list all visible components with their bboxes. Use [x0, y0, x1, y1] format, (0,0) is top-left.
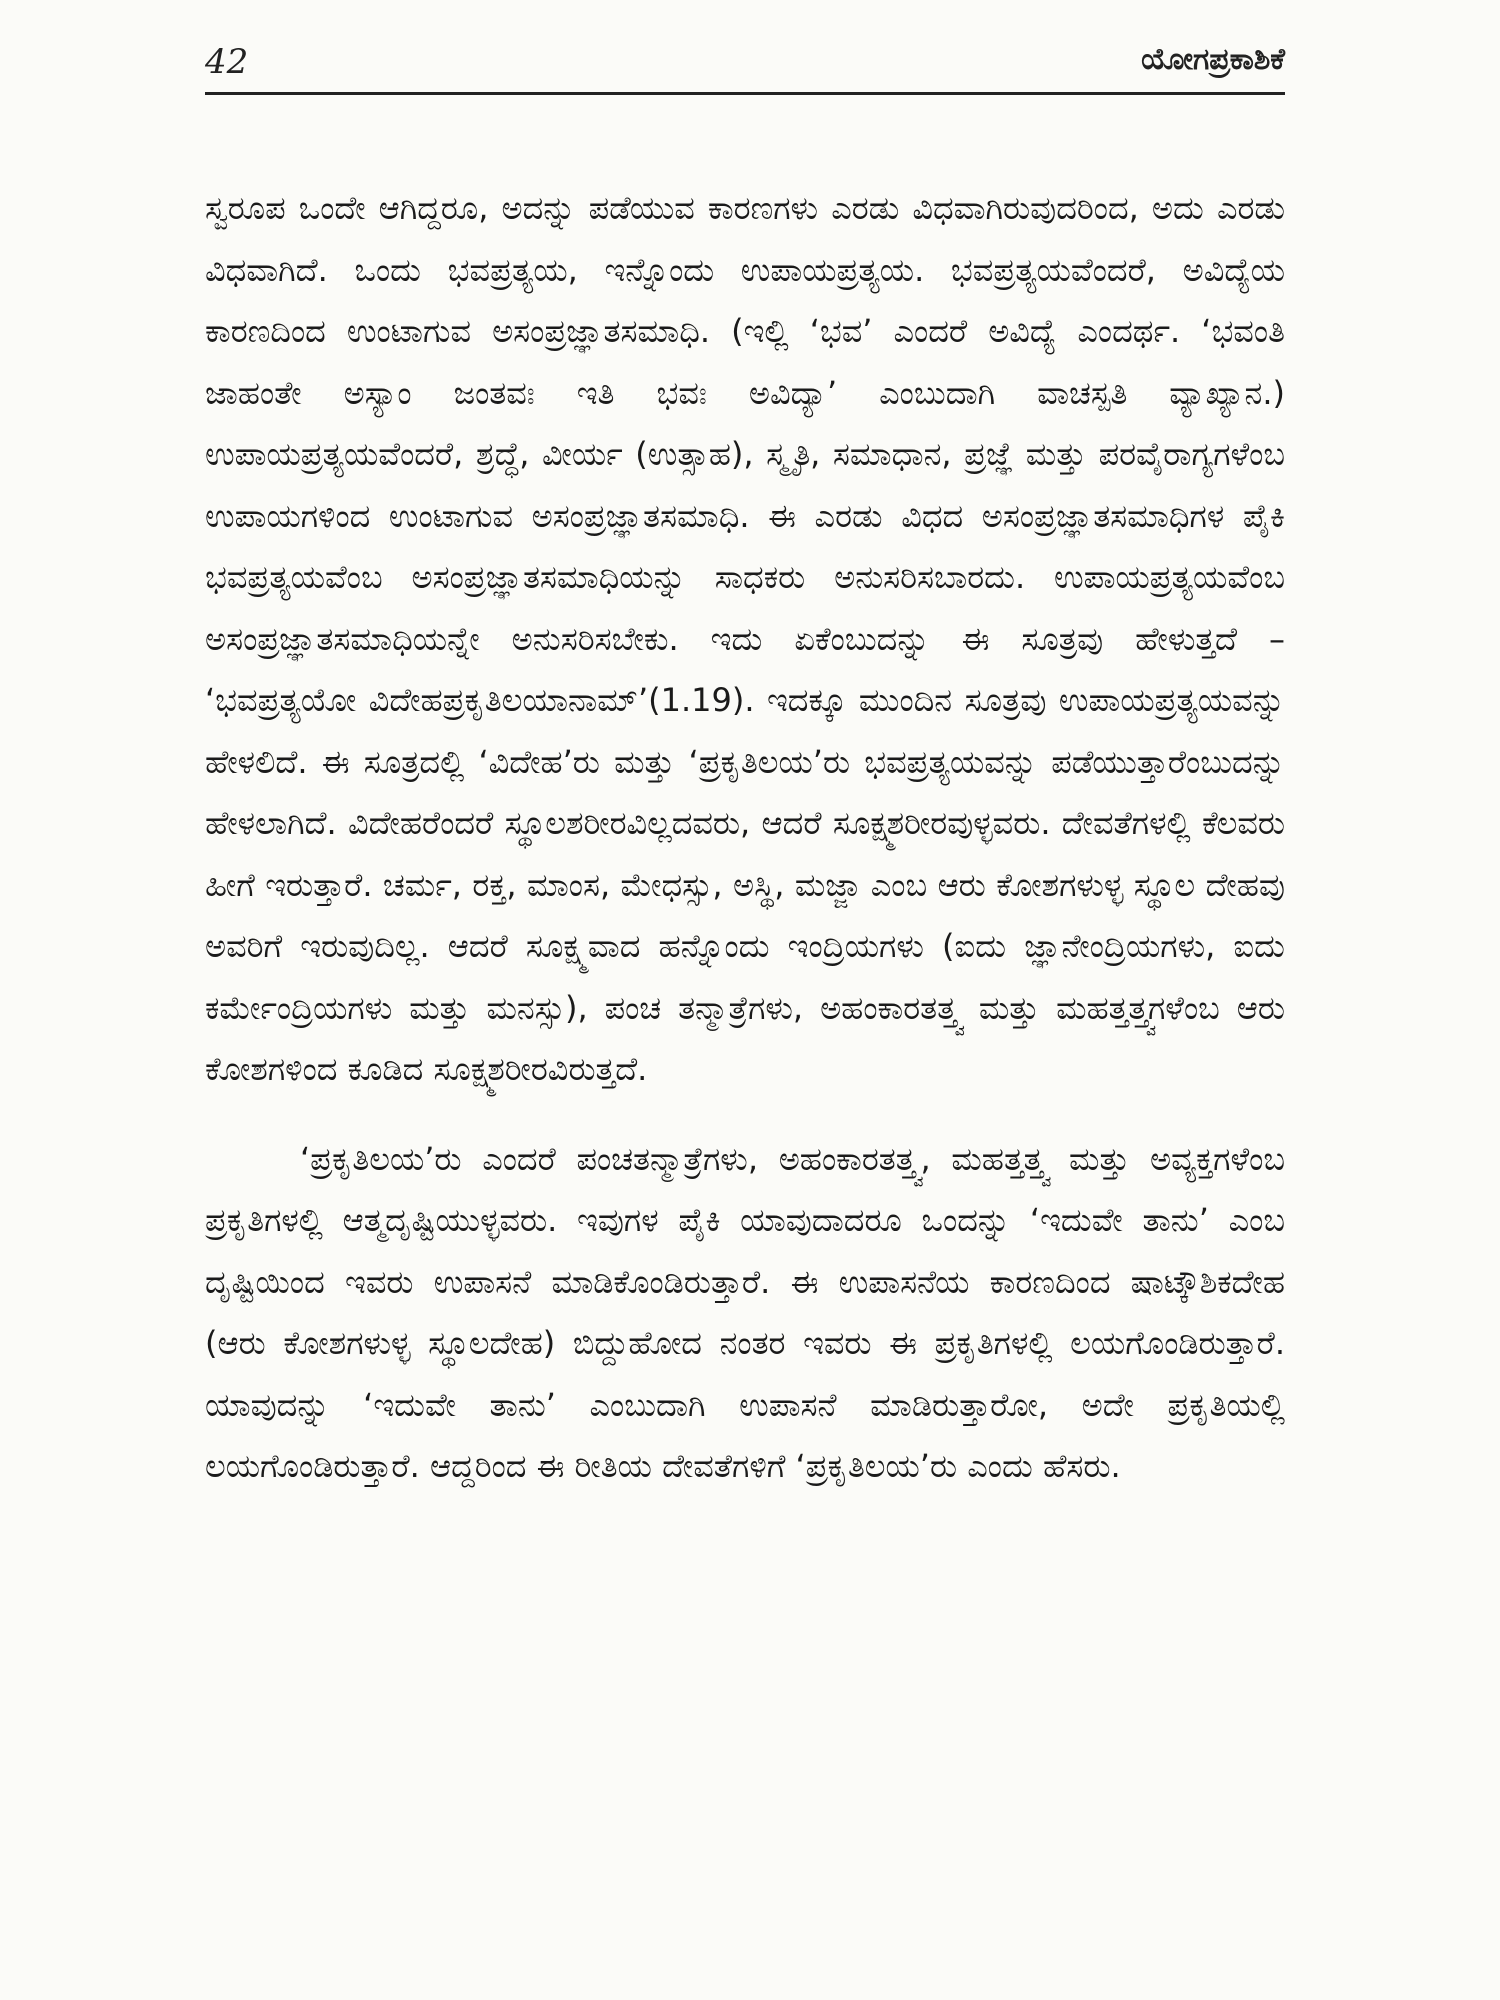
running-title: ಯೋಗಪ್ರಕಾಶಿಕೆ [1141, 42, 1285, 77]
page-header [205, 38, 1285, 92]
body-text [205, 178, 1285, 1498]
page-number: 42 [205, 42, 249, 82]
paragraph-2: ‘ಪ್ರಕೃತಿಲಯ’ರು ಎಂದರೆ ಪಂಚತನ್ಮಾತ್ರೆಗಳು, ಅಹಂಕಾರತತ್ತ್ವ, ಮಹತ್ತತ್ತ್ವ ಮತ್ತು ಅವ್ಯಕ್ತಗಳೆಂಬ ಪ್ರಕೃತಿಗಳಲ್ಲಿ ಆತ್ಮದೃಷ್ಟಿಯುಳ್ಳವರು. ಇವುಗಳ ಪೈಕಿ ಯಾವುದಾದರೂ ಒಂದನ್ನು ‘ಇದುವೇ ತಾನು’ ಎಂಬ ದೃಷ್ಟಿಯಿಂದ ಇವರು ಉಪಾಸನೆ ಮಾಡಿಕೊಂಡಿರುತ್ತಾರೆ. ಈ ಉಪಾಸನೆಯ ಕಾರಣದಿಂದ ಷಾಟ್ಕೌಶಿಕದೇಹ (ಆರು ಕೋಶಗಳುಳ್ಳ ಸ್ಥೂಲದೇಹ) ಬಿದ್ದುಹೋದ ನಂತರ ಇವರು ಈ ಪ್ರಕೃತಿಗಳಲ್ಲಿ ಲಯಗೊಂಡಿರುತ್ತಾರೆ. ಯಾವುದನ್ನು ‘ಇದುವೇ ತಾನು’ ಎಂಬುದಾಗಿ ಉಪಾಸನೆ ಮಾಡಿರುತ್ತಾರೋ, ಅದೇ ಪ್ರಕೃತಿಯಲ್ಲಿ ಲಯಗೊಂಡಿರುತ್ತಾರೆ. ಆದ್ದರಿಂದ ಈ ರೀತಿಯ ದೇವತೆಗಳಿಗೆ ‘ಪ್ರಕೃತಿಲಯ’ರು ಎಂದು ಹೆಸರು. [205, 1139, 1285, 1485]
header-rule [205, 92, 1285, 95]
paragraph-1: ಸ್ವರೂಪ ಒಂದೇ ಆಗಿದ್ದರೂ, ಅದನ್ನು ಪಡೆಯುವ ಕಾರಣಗಳು ಎರಡು ವಿಧವಾಗಿರುವುದರಿಂದ, ಅದು ಎರಡು ವಿಧವಾಗಿದೆ. ಒಂದು ಭವಪ್ರತ್ಯಯ, ಇನ್ನೊಂದು ಉಪಾಯಪ್ರತ್ಯಯ. ಭವಪ್ರತ್ಯಯವೆಂದರೆ, ಅವಿದ್ಯೆಯ ಕಾರಣದಿಂದ ಉಂಟಾಗುವ ಅಸಂಪ್ರಜ್ಞಾತಸಮಾಧಿ. (ಇಲ್ಲಿ ‘ಭವ’ ಎಂದರೆ ಅವಿದ್ಯೆ ಎಂದರ್ಥ. ‘ಭವಂತಿ ಜಾಹಂತೇ ಅಸ್ಯಾಂ ಜಂತವಃ ಇತಿ ಭವಃ ಅವಿದ್ಯಾ’ ಎಂಬುದಾಗಿ ವಾಚಸ್ಪತಿ ವ್ಯಾಖ್ಯಾನ.) ಉಪಾಯಪ್ರತ್ಯಯವೆಂದರೆ, ಶ್ರದ್ಧೆ, ವೀರ್ಯ (ಉತ್ಸಾಹ), ಸ್ಮೃತಿ, ಸಮಾಧಾನ, ಪ್ರಜ್ಞೆ ಮತ್ತು ಪರವೈರಾಗ್ಯಗಳೆಂಬ ಉಪಾಯಗಳಿಂದ ಉಂಟಾಗುವ ಅಸಂಪ್ರಜ್ಞಾತಸಮಾಧಿ. ಈ ಎರಡು ವಿಧದ ಅಸಂಪ್ರಜ್ಞಾತಸಮಾಧಿಗಳ ಪೈಕಿ ಭವಪ್ರತ್ಯಯವೆಂಬ ಅಸಂಪ್ರಜ್ಞಾತಸಮಾಧಿಯನ್ನು ಸಾಧಕರು ಅನುಸರಿಸಬಾರದು. ಉಪಾಯಪ್ರತ್ಯಯವೆಂಬ ಅಸಂಪ್ರಜ್ಞಾತಸಮಾಧಿಯನ್ನೇ ಅನುಸರಿಸಬೇಕು. ಇದು ಏಕೆಂಬುದನ್ನು ಈ ಸೂತ್ರವು ಹೇಳುತ್ತದೆ – ‘ಭವಪ್ರತ್ಯಯೋ ವಿದೇಹಪ್ರಕೃತಿಲಯಾನಾಮ್’(1.19). ಇದಕ್ಕೂ ಮುಂದಿನ ಸೂತ್ರವು ಉಪಾಯಪ್ರತ್ಯಯವನ್ನು ಹೇಳಲಿದೆ. ಈ ಸೂತ್ರದಲ್ಲಿ ‘ವಿದೇಹ’ರು ಮತ್ತು ‘ಪ್ರಕೃತಿಲಯ’ರು ಭವಪ್ರತ್ಯಯವನ್ನು ಪಡೆಯುತ್ತಾರೆಂಬುದನ್ನು ಹೇಳಲಾಗಿದೆ. ವಿದೇಹರೆಂದರೆ ಸ್ಥೂಲಶರೀರವಿಲ್ಲದವರು, ಆದರೆ ಸೂಕ್ಷ್ಮಶರೀರವುಳ್ಳವರು. ದೇವತೆಗಳಲ್ಲಿ ಕೆಲವರು ಹೀಗೆ ಇರುತ್ತಾರೆ. ಚರ್ಮ, ರಕ್ತ, ಮಾಂಸ, ಮೇಧಸ್ಸು, ಅಸ್ಥಿ, ಮಜ್ಜಾ ಎಂಬ ಆರು ಕೋಶಗಳುಳ್ಳ ಸ್ಥೂಲ ದೇಹವು ಅವರಿಗೆ ಇರುವುದಿಲ್ಲ. ಆದರೆ ಸೂಕ್ಷ್ಮವಾದ ಹನ್ನೊಂದು ಇಂದ್ರಿಯಗಳು (ಐದು ಜ್ಞಾನೇಂದ್ರಿಯಗಳು, ಐದು ಕರ್ಮೇಂದ್ರಿಯಗಳು ಮತ್ತು ಮನಸ್ಸು), ಪಂಚ ತನ್ಮಾತ್ರೆಗಳು, ಅಹಂಕಾರತತ್ತ್ವ ಮತ್ತು ಮಹತ್ತತ್ತ್ವಗಳೆಂಬ ಆರು ಕೋಶಗಳಿಂದ ಕೂಡಿದ ಸೂಕ್ಷ್ಮಶರೀರವಿರುತ್ತದೆ. [205, 189, 1285, 1088]
